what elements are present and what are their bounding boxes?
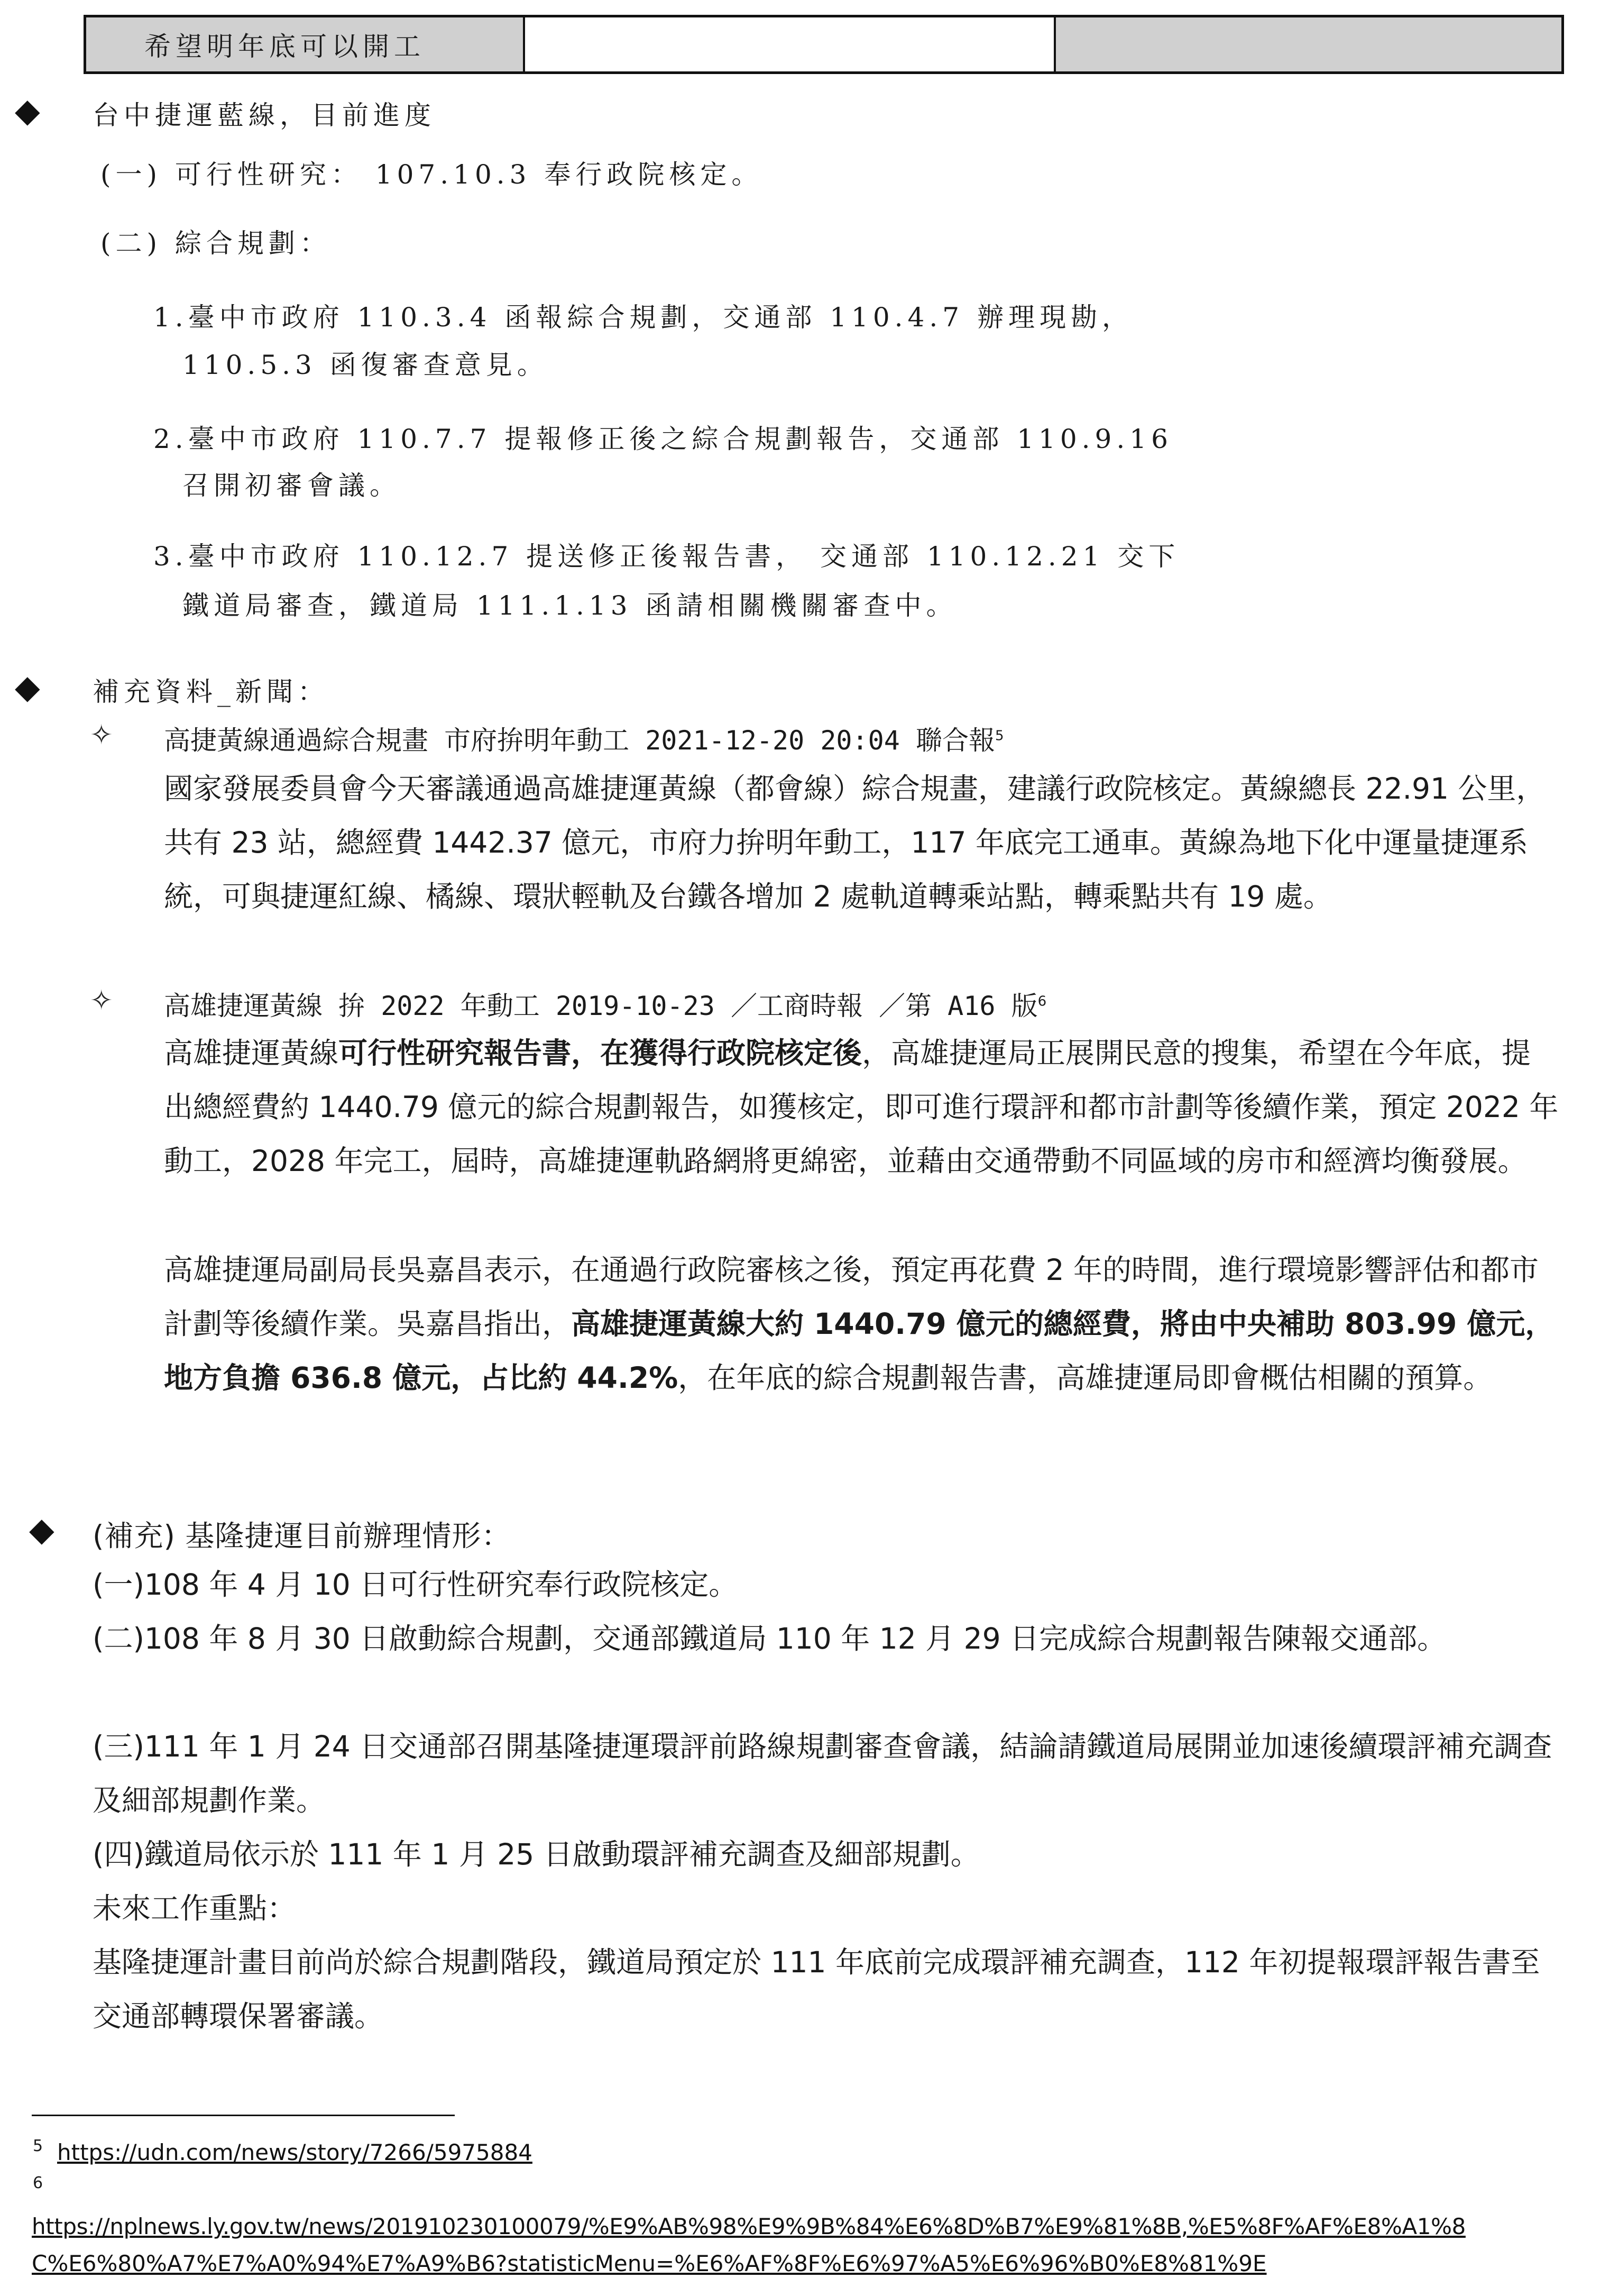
keelung-future-body: 基隆捷運計畫目前尚於綜合規劃階段，鐵道局預定於 111 年底前完成環評補充調查，112 年初提報環評報告書至交通部轉環保署審議。 xyxy=(93,1945,1540,2033)
taichung-planning-title: (二) 綜合規劃： xyxy=(100,228,331,259)
header-cell-2 xyxy=(525,17,1056,71)
footnote-6-link-line-1[interactable]: https://nplnews.ly.gov.tw/news/201910230100079/%E9%AB%98%E9%9B%84%E6%8D%B7%E9%81%8B,%E5%8F%AF%E8%A1%8 xyxy=(32,2213,1466,2239)
keelung-future-title: 未來工作重點： xyxy=(93,1891,297,1925)
taichung-item-1-line-1: 1.臺中市政府 110.3.4 函報綜合規劃，交通部 110.4.7 辦理現勘， xyxy=(153,302,1133,333)
bullet-diamond-icon: ◆ xyxy=(15,667,40,706)
p1-segment-b-bold: 可行性研究報告書，在獲得行政院核定後 xyxy=(338,1036,862,1070)
header-table xyxy=(84,15,1564,74)
news-article-1-headline-text: 高捷黃線通過綜合規畫 市府拚明年動工 2021-12-20 20:04 聯合報 xyxy=(164,725,995,756)
footnote-6-number: 6 xyxy=(33,2174,43,2192)
footnote-5-link[interactable]: https://udn.com/news/story/7266/5975884 xyxy=(57,2139,532,2165)
p2-segment-c: ，在年底的綜合規劃報告書，高雄捷運局即會概估相關的預算。 xyxy=(678,1361,1493,1395)
taichung-item-2-line-1: 2.臺中市政府 110.7.7 提報修正後之綜合規劃報告，交通部 110.9.16 xyxy=(153,424,1173,454)
keelung-item-1: (一)108 年 4 月 10 日可行性研究奉行政院核定。 xyxy=(93,1568,738,1602)
bullet-star-icon: ✧ xyxy=(90,719,113,751)
news-article-1-body: 國家發展委員會今天審議通過高雄捷運黃線（都會線）綜合規畫，建議行政院核定。黃線總長 22.91 公里，共有 23 站，總經費 1442.37 億元，市府力拚明年動工，117 年底完工通車。黃線為地下化中運量捷運系統，可與捷運紅線、橘線、環狀輕軌及台鐵各增加 2 處軌道轉乘站點，轉乘點共有 19 處。 xyxy=(164,772,1546,913)
news-article-2-headline xyxy=(164,985,1046,1023)
p2-segment-a: 高雄捷運局副局長吳嘉昌表示，在通過行政院審核之後，預定再花費 2 年的時間，進行環境影響評估和都市計劃等後續作業。吳嘉昌指出， xyxy=(164,1253,1539,1341)
footnote-divider xyxy=(32,2115,455,2116)
footnote-6-link-line-2[interactable]: C%E6%80%A7%E7%A0%94%E7%A9%B6?statisticMenu=%E6%AF%8F%E6%97%A5%E6%96%B0%E8%81%9E xyxy=(32,2251,1267,2276)
footnote-ref-6: 6 xyxy=(1037,993,1047,1010)
footnote-5-number: 5 xyxy=(33,2137,43,2155)
taichung-item-3-line-1: 3.臺中市政府 110.12.7 提送修正後報告書， 交通部 110.12.21 交下 xyxy=(153,541,1180,572)
bullet-star-icon: ✧ xyxy=(90,985,113,1017)
taichung-title: 台中捷運藍線，目前進度 xyxy=(93,100,436,131)
header-cell-3 xyxy=(1056,17,1561,71)
news-article-2-paragraph-2 xyxy=(164,1243,1560,1405)
keelung-item-3: (三)111 年 1 月 24 日交通部召開基隆捷運環評前路線規劃審查會議，結論請鐵道局展開並加速後續環評補充調查及細部規劃作業。 xyxy=(93,1730,1552,1817)
footnote-ref-5: 5 xyxy=(995,728,1004,744)
p1-segment-a: 高雄捷運黃線 xyxy=(164,1036,339,1070)
keelung-item-4: (四)鐵道局依示於 111 年 1 月 25 日啟動環評補充調查及細部規劃。 xyxy=(93,1837,980,1871)
taichung-item-2-line-2: 召開初審會議。 xyxy=(182,470,401,501)
header-cell-1-text: 希望明年底可以開工 xyxy=(144,31,425,62)
p2-segment-b-bold: 高雄捷運黃線大約 1440.79 億元的總經費，將由中央補助 803.99 億元，地方負擔 636.8 億元，占比約 44.2% xyxy=(164,1307,1555,1395)
taichung-item-1-line-2: 110.5.3 函復審查意見。 xyxy=(182,350,548,380)
keelung-title: (補充) 基隆捷運目前辦理情形： xyxy=(93,1519,511,1553)
news-article-2-headline-text: 高雄捷運黃線 拚 2022 年動工 2019-10-23 ／工商時報 ／第 A16 版 xyxy=(164,991,1038,1021)
taichung-feasibility: (一) 可行性研究： 107.10.3 奉行政院核定。 xyxy=(100,159,763,190)
news-article-2-paragraph-1 xyxy=(164,1026,1560,1188)
p1-segment-c: ，高雄捷運局正展開民意的搜集，希望在今年底，提出總經費約 1440.79 億元的綜合規劃報告，如獲核定，即可進行環評和都市計劃等後續作業，預定 2022 年動工，2028 年完工，屆時，高雄捷運軌路網將更綿密，並藉由交通帶動不同區域的房市和經濟均衡發展。 xyxy=(164,1036,1559,1178)
news-article-1-headline xyxy=(164,719,1004,757)
news-title: 補充資料_新聞： xyxy=(93,676,329,707)
bullet-diamond-icon: ◆ xyxy=(29,1510,54,1549)
taichung-item-3-line-2: 鐵道局審查，鐵道局 111.1.13 函請相關機關審查中。 xyxy=(182,590,958,621)
bullet-diamond-icon: ◆ xyxy=(15,91,40,130)
keelung-item-2: (二)108 年 8 月 30 日啟動綜合規劃，交通部鐵道局 110 年 12 月 29 日完成綜合規劃報告陳報交通部。 xyxy=(93,1622,1447,1655)
header-cell-1 xyxy=(86,17,525,71)
